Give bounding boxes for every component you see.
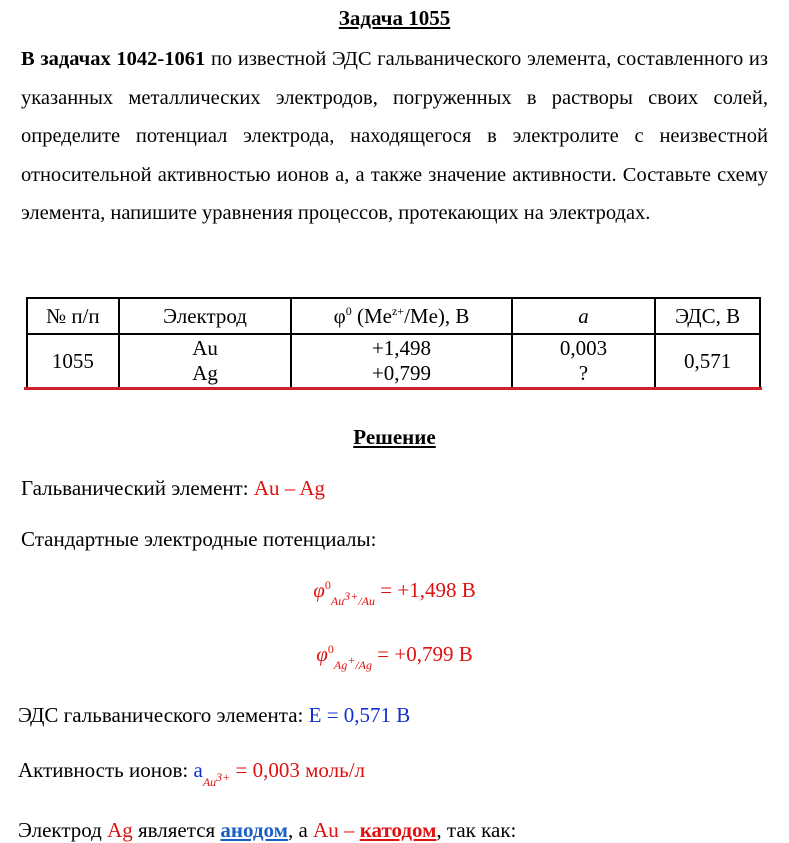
- cell-line: Гальванический элемент: Au – Ag: [21, 476, 326, 500]
- data-table: [26, 297, 761, 389]
- table-row: [27, 334, 760, 388]
- emf-line: ЭДС гальванического элемента: E = 0,571 В: [18, 703, 411, 727]
- electrode-line: Электрод Ag является анодом, а Au – катодом, так как:: [18, 818, 517, 842]
- activity-line: Активность ионов: $a_{Au^{3+}} = 0,003$ моль/л: [18, 758, 366, 789]
- table-header-row: [27, 298, 760, 334]
- formula-ag: $\varphi^0_{Ag^+/Ag} = +0,799$ В: [316, 642, 473, 672]
- cell-electrode: Au Ag: [119, 334, 292, 388]
- header-activity: a: [512, 298, 656, 334]
- cell-potential: +1,498 +0,799: [291, 334, 511, 388]
- header-electrode: Электрод: [119, 298, 292, 334]
- cell-emf: 0,571: [655, 334, 760, 388]
- formula-au: $\varphi^0_{Au^{3+}/Au} = +1,498$ В: [313, 578, 476, 608]
- problem-statement: [21, 40, 768, 233]
- header-potential: $\varphi^0$ $(Me^{z+}/Me)$, В: [291, 298, 511, 334]
- cell-activity: 0,003 ?: [512, 334, 656, 388]
- header-emf: ЭДС, В: [655, 298, 760, 334]
- cell-num: 1055: [27, 334, 119, 388]
- table-underline: [24, 387, 762, 390]
- problem-lead: В задачах 1042-1061: [21, 48, 206, 70]
- std-potentials-label: Стандартные электродные потенциалы:: [21, 527, 377, 551]
- solution-title: Решение: [353, 425, 436, 449]
- problem-text: по известной ЭДС гальванического элемента, составленного из указанных металлических электродов, погруженных в растворы своих солей, определите потенциал электрода, находящегося в электролите с неизвестной относительной активностью ионов а, а также значение активности. Составьте схему элемента, напишите уравнения процессов, протекающих на электродах.: [21, 48, 768, 224]
- header-num: № п/п: [27, 298, 119, 334]
- problem-title: Задача 1055: [338, 6, 451, 30]
